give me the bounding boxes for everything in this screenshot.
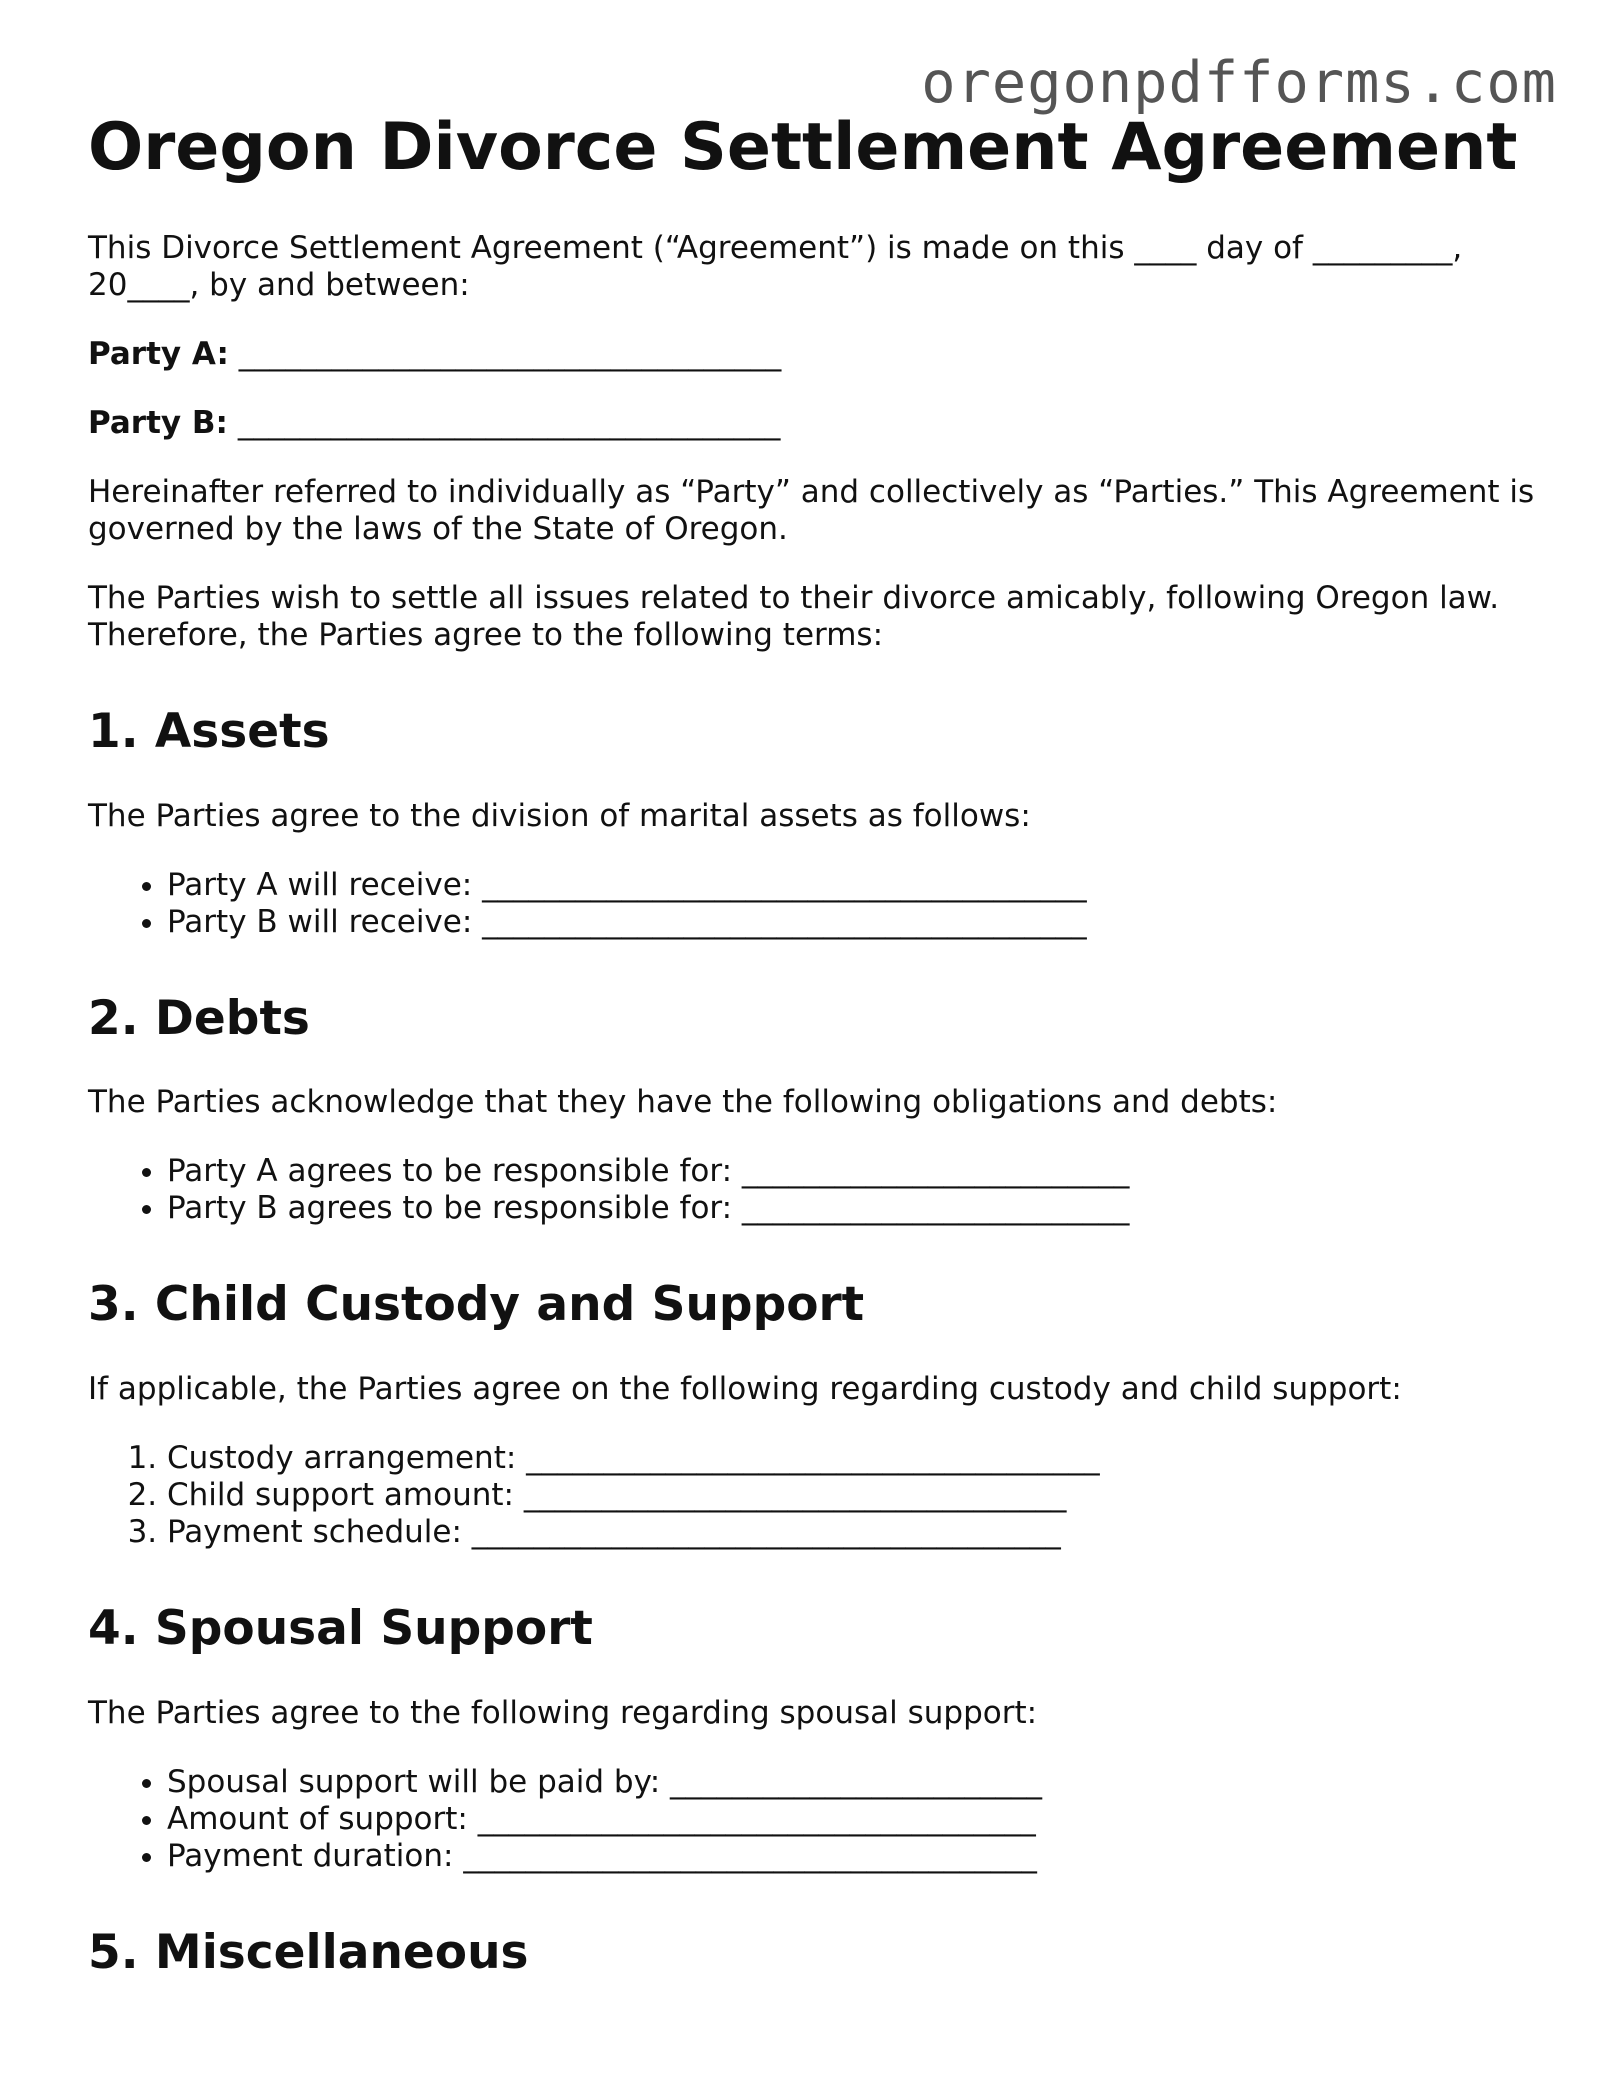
- list-item: • Party B agrees to be responsible for: _________________________: [167, 1190, 1538, 1227]
- document-title: Oregon Divorce Settlement Agreement: [88, 110, 1518, 185]
- section-custody-text: If applicable, the Parties agree on the following regarding custody and child support:: [88, 1371, 1402, 1408]
- assets-list: [88, 867, 1538, 941]
- hereinafter-paragraph: Hereinafter referred to individually as “Party” and collectively as “Parties.” This Agreement is governed by the laws of the State of Oregon.: [88, 474, 1535, 547]
- watermark: oregonpdfforms.com: [921, 50, 1557, 116]
- debts-list: [88, 1153, 1538, 1227]
- section-spousal-text: The Parties agree to the following regarding spousal support:: [88, 1694, 1038, 1731]
- list-item: • Spousal support will be paid by: ________________________: [167, 1764, 1538, 1801]
- party-b-blank: ___________________________________: [237, 405, 781, 441]
- section-misc-heading: 5. Miscellaneous: [88, 1924, 529, 1980]
- section-debts-heading: 2. Debts: [88, 990, 310, 1046]
- section-spousal-heading: 4. Spousal Support: [88, 1601, 593, 1657]
- list-item: 3. Payment schedule: ______________________________________: [167, 1514, 1538, 1551]
- custody-list: [88, 1440, 1538, 1551]
- purpose-paragraph: The Parties wish to settle all issues related to their divorce amicably, following Oregon law. Therefore, the Parties agree to the following terms:: [88, 580, 1500, 653]
- list-item: • Payment duration: _____________________________________: [167, 1838, 1538, 1875]
- list-item: • Party B will receive: _______________________________________: [167, 904, 1538, 941]
- section-assets-heading: 1. Assets: [88, 704, 330, 759]
- document-body: [88, 230, 1538, 2018]
- party-b-line: [88, 405, 1538, 442]
- list-item: • Party A will receive: _______________________________________: [167, 867, 1538, 904]
- section-debts-text: The Parties acknowledge that they have the following obligations and debts:: [88, 1084, 1278, 1121]
- section-custody-heading: 3. Child Custody and Support: [88, 1277, 865, 1333]
- list-item: • Amount of support: ____________________________________: [167, 1801, 1538, 1838]
- intro-paragraph: This Divorce Settlement Agreement (“Agreement”) is made on this ____ day of _________, 20____, by and between:: [88, 230, 1463, 303]
- list-item: 2. Child support amount: ___________________________________: [167, 1477, 1538, 1514]
- spousal-list: [88, 1764, 1538, 1875]
- party-a-blank: ___________________________________: [238, 336, 782, 372]
- party-b-label: Party B:: [88, 405, 228, 441]
- list-item: • Party A agrees to be responsible for: _________________________: [167, 1153, 1538, 1190]
- list-item: 1. Custody arrangement: _____________________________________: [167, 1440, 1538, 1477]
- party-a-label: Party A:: [88, 336, 229, 372]
- section-assets-text: The Parties agree to the division of marital assets as follows:: [88, 797, 1031, 834]
- party-a-line: [88, 336, 1538, 373]
